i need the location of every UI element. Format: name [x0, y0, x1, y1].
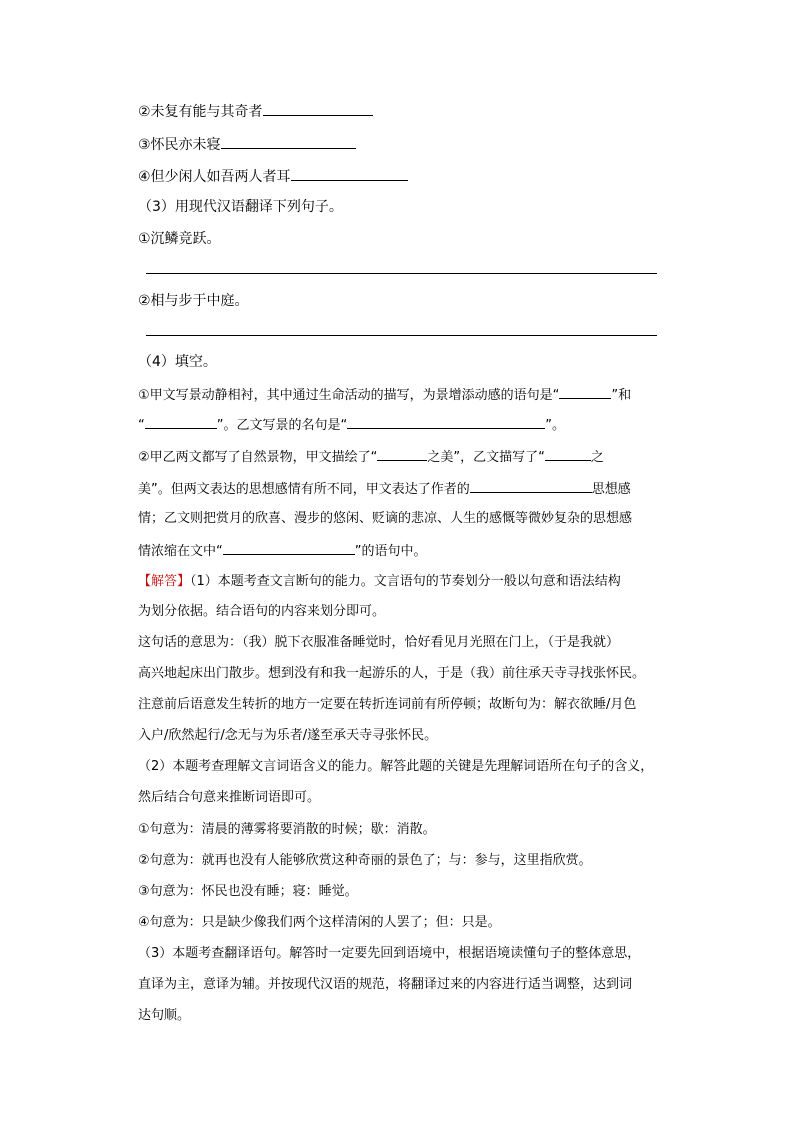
text: ”的语句中。 [354, 544, 427, 559]
answer-line-11: ③句意为：怀民也没有睡；寝：睡觉。 [138, 884, 358, 899]
q4-line-6 [138, 540, 427, 560]
text: （1）本题考查文言断句的能力。文言语句的节奏划分一般以句意和语法结构 [190, 574, 621, 589]
q4-line-1 [138, 384, 631, 404]
text: ”。 [545, 418, 565, 433]
answer-blank [221, 134, 356, 149]
answer-line [146, 335, 657, 336]
answer-blank [545, 446, 591, 461]
answer-blank [377, 446, 427, 461]
text: 美”。但两文表达的思想感情有所不同，甲文表达了作者的 [138, 482, 470, 497]
answer-line-7: （2）本题考查理解文言词语含义的能力。解答此题的关键是先理解词语所在句子的含义， [138, 759, 654, 774]
q2-item-2-text: ②未复有能与其奇者 [138, 104, 263, 120]
text: ②甲乙两文都写了自然景物，甲文描绘了“ [138, 450, 378, 465]
q2-item-4-text: ④但少闲人如吾两人者耳 [138, 169, 291, 185]
answer-line-4: 高兴地起床出门散步。想到没有和我一起游乐的人，于是（我）前往承天寺寻找张怀民。 [138, 666, 646, 681]
answer-tag: 【解答】 [138, 574, 191, 589]
q3-item-2: ②相与步于中庭。 [138, 293, 249, 309]
text: ”和 [611, 388, 632, 403]
answer-blank [347, 414, 545, 429]
answer-line-10: ②句意为：就再也没有人能够欣赏这种奇丽的景色了；与：参与，这里指欣赏。 [138, 853, 592, 868]
q2-item-2 [138, 101, 373, 121]
text: ①甲文写景动静相衬，其中通过生命活动的描写，为景增添动感的语句是“ [138, 388, 560, 403]
text: 之 [590, 450, 604, 465]
text: 之美”，乙文描写了“ [427, 450, 545, 465]
q4-line-2 [138, 414, 565, 434]
answer-blank [145, 414, 217, 429]
answer-line-2: 为划分依据。结合语句的内容来划分即可。 [138, 604, 386, 619]
answer-blank [291, 166, 408, 181]
answer-blank [470, 478, 592, 493]
answer-blank [223, 540, 355, 555]
answer-line-14: 直译为主，意译为辅。并按现代汉语的规范，将翻译过来的内容进行适当调整，达到词 [138, 977, 633, 992]
q2-item-3 [138, 134, 356, 154]
answer-blank [559, 384, 611, 399]
q2-item-3-text: ③怀民亦未寝 [138, 137, 221, 153]
q4-line-3 [138, 446, 604, 466]
answer-line-12: ④句意为：只是缺少像我们两个这样清闲的人罢了；但：只是。 [138, 915, 501, 930]
answer-line-8: 然后结合句意来推断词语即可。 [138, 790, 321, 805]
answer-line-15: 达句顺。 [138, 1008, 191, 1023]
answer-blank [263, 101, 373, 116]
q4-heading: （4）填空。 [138, 354, 217, 370]
text: ”。乙文写景的名句是“ [216, 418, 348, 433]
q3-item-1: ①沉鳞竞跃。 [138, 231, 221, 247]
q4-line-5: 情；乙文则把赏月的欣喜、漫步的悠闲、贬谪的悲凉、人生的感慨等微妙复杂的思想感 [138, 511, 633, 526]
text: 思想感 [591, 482, 631, 497]
text: 情浓缩在文中“ [138, 544, 223, 559]
answer-line-3: 这句话的意思为：（我）脱下衣服准备睡觉时，恰好看见月光照在门上，（于是我就） [138, 635, 620, 650]
text: “ [138, 418, 145, 433]
answer-line-5: 注意前后语意发生转折的地方一定要在转折连词前有所停顿；故断句为：解衣欲睡/月色 [138, 697, 637, 712]
answer-line-1 [138, 572, 621, 592]
q4-line-4 [138, 478, 631, 498]
answer-line-6: 入户/欣然起行/念无与为乐者/遂至承天寺寻张怀民。 [138, 728, 438, 743]
answer-line-9: ①句意为：清晨的薄雾将要消散的时候；歇：消散。 [138, 822, 436, 837]
answer-line-13: （3）本题考查翻译语句。解答时一定要先回到语境中，根据语境读懂句子的整体意思， [138, 946, 641, 961]
answer-line [146, 273, 657, 274]
q3-heading: （3）用现代汉语翻译下列句子。 [138, 199, 343, 215]
q2-item-4 [138, 166, 408, 186]
